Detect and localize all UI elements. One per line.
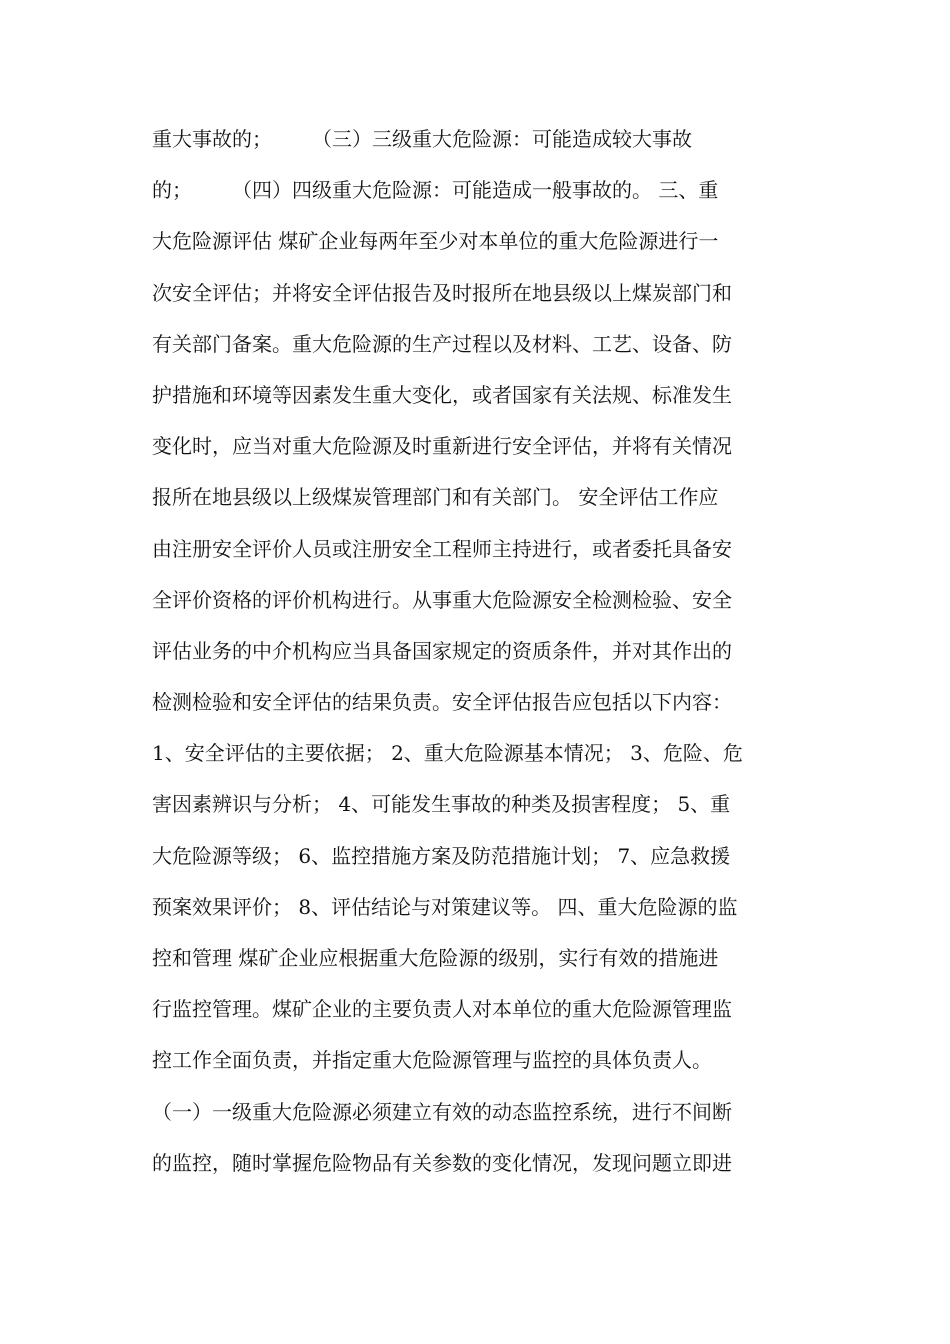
text-line: （一）一级重大危险源必须建立有效的动态监控系统，进行不间断 — [152, 1099, 732, 1124]
text-line: 1、安全评估的主要依据； 2、重大危险源基本情况； 3、危险、危 — [152, 741, 743, 766]
text-line: 的； （四）四级重大危险源：可能造成一般事故的。 三、重 — [152, 178, 719, 203]
text-line: 有关部门备案。重大危险源的生产过程以及材料、工艺、设备、防 — [152, 331, 732, 356]
text-line: 害因素辨识与分析； 4、可能发生事故的种类及损害程度； 5、重 — [152, 792, 731, 817]
text-line: 预案效果评价； 8、评估结论与对策建议等。 四、重大危险源的监 — [152, 894, 738, 919]
text-line: 行监控管理。煤矿企业的主要负责人对本单位的重大危险源管理监 — [152, 997, 732, 1022]
text-line: 全评价资格的评价机构进行。从事重大危险源安全检测检验、安全 — [152, 587, 732, 612]
text-line: 控工作全面负责，并指定重大危险源管理与监控的具体负责人。 — [152, 1048, 712, 1073]
text-line: 评估业务的中介机构应当具备国家规定的资质条件，并对其作出的 — [152, 638, 732, 663]
text-line: 检测检验和安全评估的结果负责。安全评估报告应包括以下内容： — [152, 690, 732, 715]
body-text — [152, 115, 812, 1190]
text-line: 重大事故的； （三）三级重大危险源：可能造成较大事故 — [152, 127, 692, 151]
text-line: 次安全评估；并将安全评估报告及时报所在地县级以上煤炭部门和 — [152, 280, 732, 305]
text-line: 大危险源等级； 6、监控措施方案及防范措施计划； 7、应急救援 — [152, 843, 731, 868]
text-line: 报所在地县级以上级煤炭管理部门和有关部门。 安全评估工作应 — [152, 485, 719, 510]
text-line: 变化时，应当对重大危险源及时重新进行安全评估，并将有关情况 — [152, 434, 732, 459]
text-line: 控和管理 煤矿企业应根据重大危险源的级别，实行有效的措施进 — [152, 946, 719, 970]
text-line: 大危险源评估 煤矿企业每两年至少对本单位的重大危险源进行一 — [152, 229, 719, 254]
text-line: 的监控，随时掌握危险物品有关参数的变化情况，发现问题立即进 — [152, 1150, 732, 1175]
text-line: 护措施和环境等因素发生重大变化，或者国家有关法规、标准发生 — [152, 382, 732, 407]
text-line: 由注册安全评价人员或注册安全工程师主持进行，或者委托具备安 — [152, 536, 732, 561]
